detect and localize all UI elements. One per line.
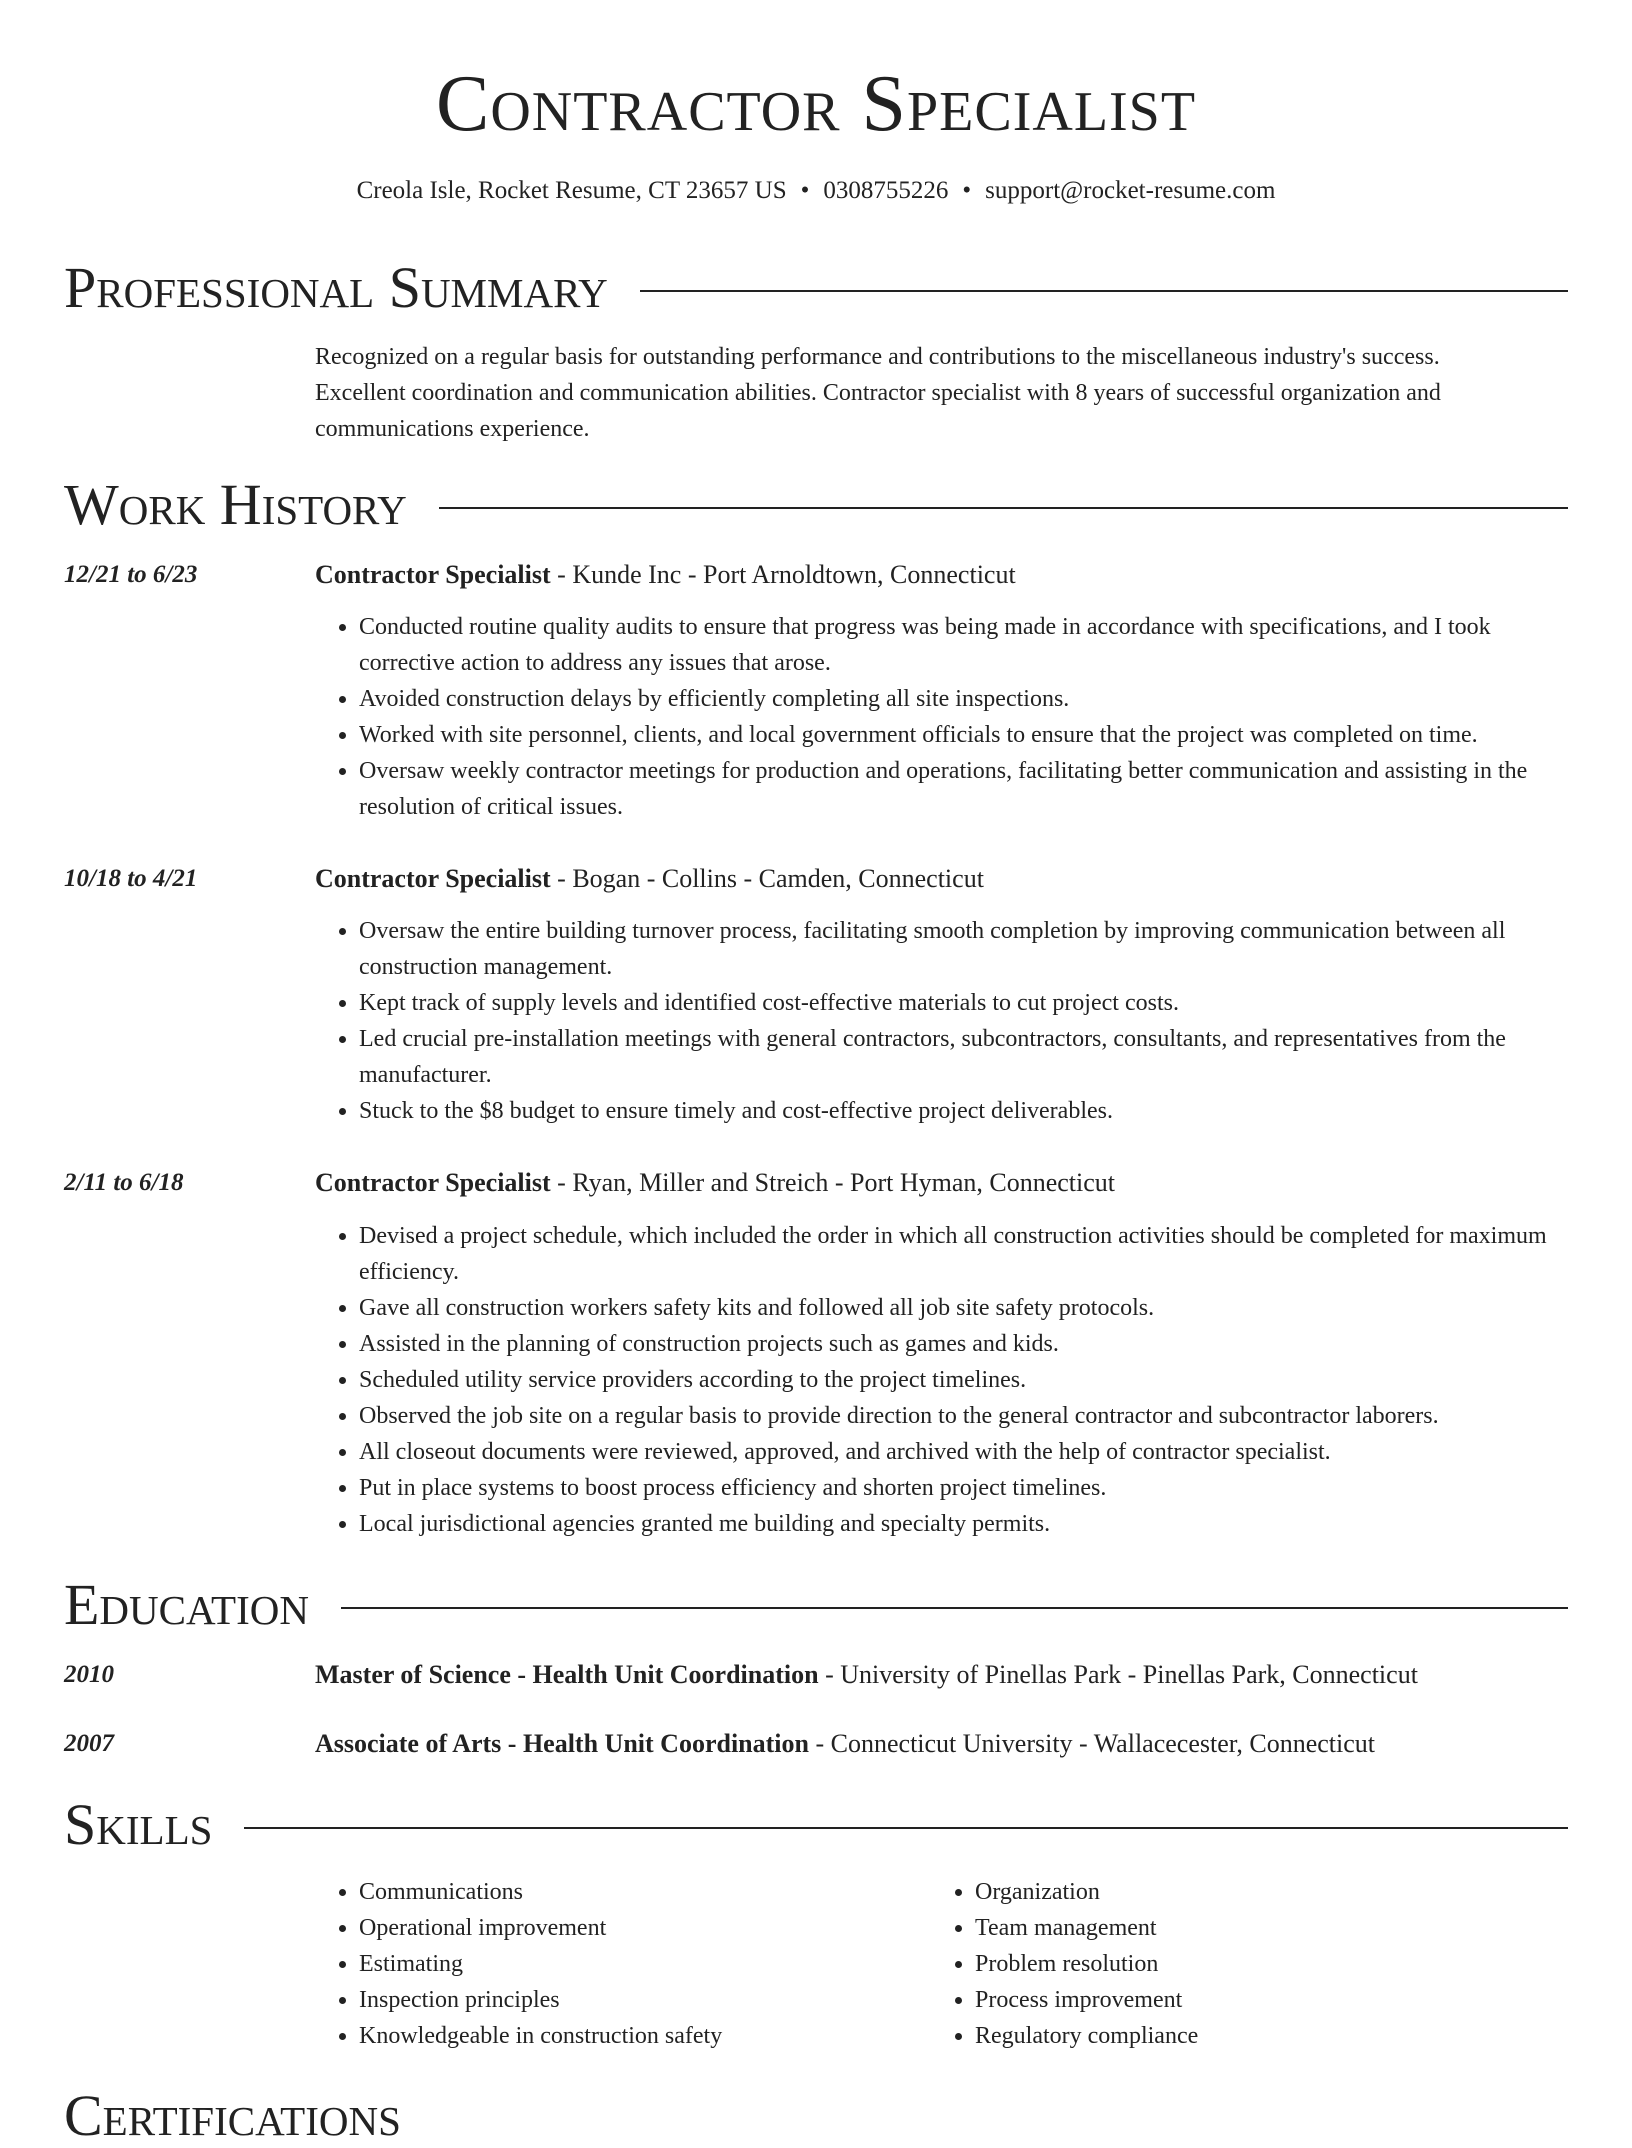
job-date: 2/11 to 6/18 <box>64 1169 184 1196</box>
contact-email: support@rocket-resume.com <box>985 177 1276 204</box>
job-bullets <box>315 913 1568 1129</box>
section-title-skills: Skills <box>64 1792 213 1857</box>
education-degree: Master of Science - Health Unit Coordination <box>315 1660 819 1689</box>
contact-phone: 0308755226 <box>823 177 949 204</box>
contact-separator: • <box>800 177 810 204</box>
skill-item: • Organization <box>975 1874 1475 1910</box>
section-divider <box>341 1607 1568 1609</box>
section-divider <box>439 507 1568 509</box>
education-line <box>315 1727 1375 1761</box>
job-title-line <box>315 1166 1115 1200</box>
job-title-line <box>315 558 1016 592</box>
section-header-skills <box>64 1793 1568 1857</box>
job-bullets <box>315 1218 1568 1542</box>
contact-line <box>0 175 1632 207</box>
job-title: Contractor Specialist <box>315 864 551 893</box>
section-title-summary: Professional Summary <box>64 255 608 320</box>
job-bullet: • Observed the job site on a regular basis to provide direction to the general contractor and subcontractor laborers. <box>359 1398 1568 1434</box>
job-bullet: • Put in place systems to boost process efficiency and shorten project timelines. <box>359 1470 1568 1506</box>
education-date: 2010 <box>64 1661 114 1688</box>
skill-item: • Communications <box>359 1874 931 1910</box>
skill-item: • Problem resolution <box>975 1946 1475 1982</box>
job-title-line <box>315 862 984 896</box>
job-bullet: • Oversaw the entire building turnover process, facilitating smooth completion by improving communication between all construction management. <box>359 913 1568 985</box>
section-title-work: Work History <box>64 472 407 537</box>
skill-item: • Inspection principles <box>359 1982 931 2018</box>
job-bullet: • Assisted in the planning of construction projects such as games and kids. <box>359 1326 1568 1362</box>
resume-name: Contractor Specialist <box>435 60 1197 148</box>
education-degree: Associate of Arts - Health Unit Coordination <box>315 1729 809 1758</box>
skill-item: • Operational improvement <box>359 1910 931 1946</box>
job-bullet: • Worked with site personnel, clients, and local government officials to ensure that the project was completed on time. <box>359 717 1568 753</box>
summary-text: Recognized on a regular basis for outstanding performance and contributions to the miscellaneous industry's success. Excellent coordination and communication abilities. Contractor specialist with 8 years of successful organization and communications experience. <box>315 344 1441 442</box>
job-bullet: • Devised a project schedule, which included the order in which all construction activities should be completed for maximum efficiency. <box>359 1218 1568 1290</box>
job-bullet: • All closeout documents were reviewed, approved, and archived with the help of contractor specialist. <box>359 1434 1568 1470</box>
job-details: - Ryan, Miller and Streich - Port Hyman, Connecticut <box>550 1168 1116 1197</box>
job-bullet: • Led crucial pre-installation meetings with general contractors, subcontractors, consultants, and representatives from the manufacturer. <box>359 1021 1568 1093</box>
skill-item: • Knowledgeable in construction safety <box>359 2018 931 2054</box>
job-date: 10/18 to 4/21 <box>64 865 198 892</box>
education-details: - Connecticut University - Wallacecester, Connecticut <box>808 1729 1376 1758</box>
skills-column-left <box>315 1874 931 2054</box>
job-bullets <box>315 609 1568 825</box>
education-date: 2007 <box>64 1730 114 1757</box>
job-bullet: • Oversaw weekly contractor meetings for production and operations, facilitating better communication and assisting in the resolution of critical issues. <box>359 753 1568 825</box>
education-entry <box>64 1658 1568 1692</box>
job-bullet: • Gave all construction workers safety kits and followed all job site safety protocols. <box>359 1290 1568 1326</box>
section-header-work <box>64 473 1568 537</box>
contact-address: Creola Isle, Rocket Resume, CT 23657 US <box>356 177 787 204</box>
section-divider <box>640 290 1568 292</box>
job-bullet: • Avoided construction delays by efficiently completing all site inspections. <box>359 681 1568 717</box>
section-title-certifications: Certifications <box>64 2083 401 2148</box>
job-bullet: • Kept track of supply levels and identified cost-effective materials to cut project costs. <box>359 985 1568 1021</box>
job-date: 12/21 to 6/23 <box>64 561 198 588</box>
section-title-education: Education <box>64 1572 309 1637</box>
skill-item: • Process improvement <box>975 1982 1475 2018</box>
education-line <box>315 1658 1418 1692</box>
skill-item: • Team management <box>975 1910 1475 1946</box>
education-details: - University of Pinellas Park - Pinellas Park, Connecticut <box>818 1660 1418 1689</box>
job-bullet: • Scheduled utility service providers according to the project timelines. <box>359 1362 1568 1398</box>
job-title: Contractor Specialist <box>315 560 551 589</box>
section-divider <box>244 1827 1568 1829</box>
skills-list <box>315 1874 1568 2054</box>
section-header-certifications <box>64 2084 1568 2148</box>
skill-item: • Regulatory compliance <box>975 2018 1475 2054</box>
job-bullet: • Stuck to the $8 budget to ensure timely and cost-effective project deliverables. <box>359 1093 1568 1129</box>
job-details: - Bogan - Collins - Camden, Connecticut <box>550 864 984 893</box>
education-entry <box>64 1727 1568 1761</box>
section-header-education <box>64 1573 1568 1637</box>
job-bullet: • Local jurisdictional agencies granted me building and specialty permits. <box>359 1506 1568 1542</box>
job-title: Contractor Specialist <box>315 1168 551 1197</box>
skill-item: • Estimating <box>359 1946 931 1982</box>
job-bullet: • Conducted routine quality audits to ensure that progress was being made in accordance with specifications, and I took corrective action to address any issues that arose. <box>359 609 1568 681</box>
job-details: - Kunde Inc - Port Arnoldtown, Connecticut <box>550 560 1016 589</box>
skills-column-right <box>931 1874 1475 2054</box>
section-header-summary <box>64 256 1568 320</box>
contact-separator: • <box>962 177 972 204</box>
